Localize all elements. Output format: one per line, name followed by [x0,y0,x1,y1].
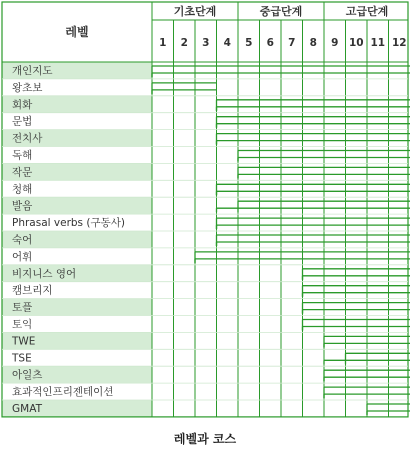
group-header: 기초단계 [173,5,217,18]
group-header: 중급단계 [259,5,303,18]
course-label: GMAT [12,403,42,415]
column-number: 9 [331,37,339,49]
course-label: 전치사 [12,132,43,145]
course-label: 캠브리지 [12,284,53,297]
course-label: 효과적인프리젠테이션 [12,386,114,399]
column-number: 11 [370,37,386,49]
course-label: 토익 [12,318,33,331]
column-number: 5 [245,37,253,49]
course-label: 청해 [12,183,33,196]
course-label: 왕초보 [12,81,43,94]
column-number: 3 [202,37,210,49]
column-number: 8 [309,37,317,49]
header-level: 레벨 [65,25,89,39]
column-number: 2 [180,37,188,49]
column-number: 12 [391,37,407,49]
course-label: 개인지도 [12,65,53,77]
course-label: 숙어 [12,234,33,246]
course-label: 발음 [12,200,33,213]
course-label: 작문 [12,166,33,179]
column-number: 7 [288,37,296,49]
course-label: TWE [12,335,36,348]
column-number: 1 [159,37,167,49]
course-label: TSE [12,352,32,365]
course-label: 어휘 [12,250,33,263]
column-number: 6 [266,37,274,49]
course-label: 아일츠 [12,369,43,382]
column-number: 4 [223,37,231,49]
course-label: Phrasal verbs (구동사) [12,217,125,230]
course-label: 독해 [12,149,33,162]
caption: 레벨과 코스 [173,432,237,446]
course-label: 토플 [12,301,33,314]
course-label: 비지니스 영어 [12,267,77,280]
course-label: 문법 [12,115,33,128]
course-label: 회화 [12,98,33,111]
column-number: 10 [348,37,364,49]
group-header: 고급단계 [345,5,389,18]
